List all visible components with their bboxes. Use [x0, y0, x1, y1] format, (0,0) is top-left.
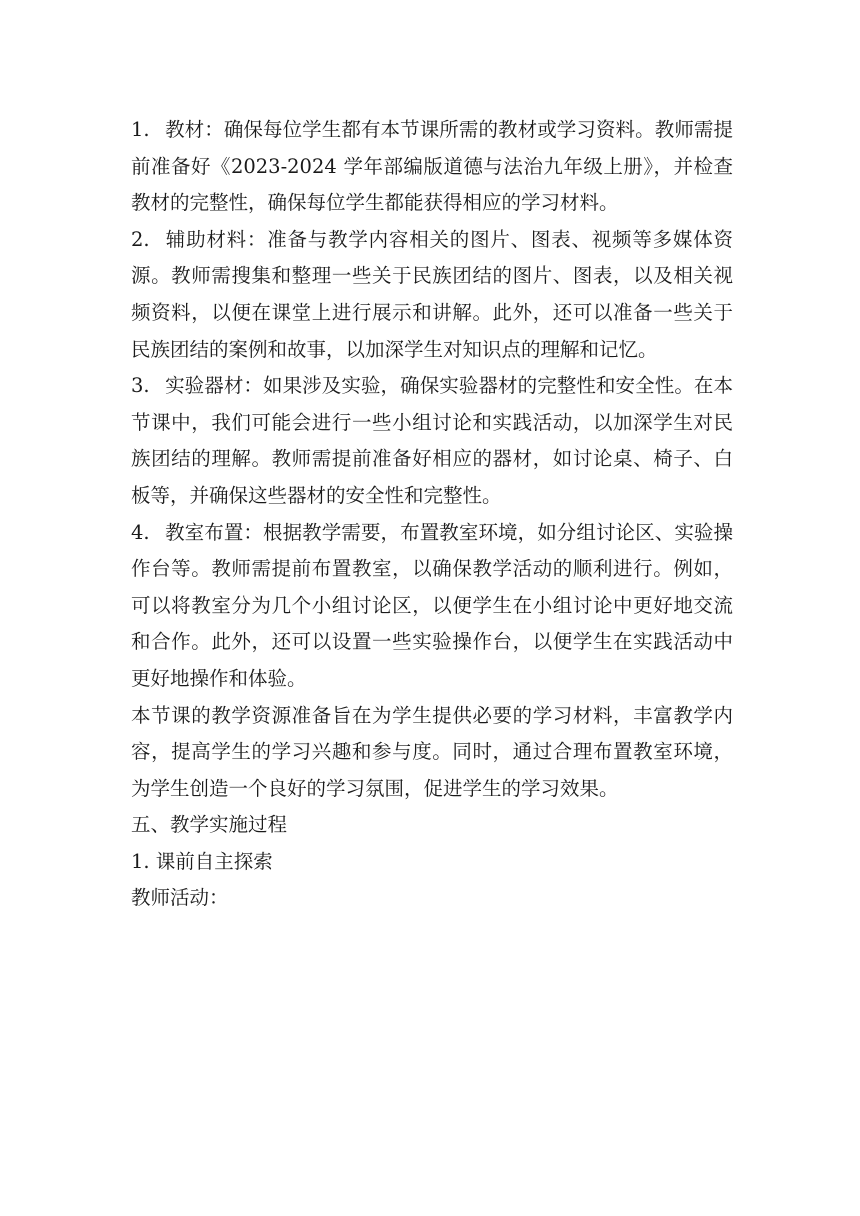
section-heading: 五、教学实施过程 — [131, 813, 288, 837]
item-text: 辅助材料：准备与教学内容相关的图片、图表、视频等多媒体资源。教师需搜集和整理一些关于民族团结的图片、图表，以及相关视频资料，以便在课堂上进行展示和讲解。此外，还可以准备一些关于民族团结的案例和故事，以加深学生对知识点的理解和记忆。 — [131, 227, 733, 361]
resource-item-lab-equipment — [131, 368, 733, 514]
document-body — [131, 112, 733, 917]
subsection-heading: 1. 课前自主探索 — [131, 849, 273, 873]
item-number: 1. — [131, 118, 150, 141]
item-number: 2. — [131, 227, 150, 251]
item-text: 教室布置：根据教学需要，布置教室环境，如分组讨论区、实验操作台等。教师需提前布置教室，以确保教学活动的顺利进行。例如，可以将教室分为几个小组讨论区，以便学生在小组讨论中更好地交流和合作。此外，还可以设置一些实验操作台，以便学生在实践活动中更好地操作和体验。 — [131, 520, 733, 690]
item-text: 实验器材：如果涉及实验，确保实验器材的完整性和安全性。在本节课中，我们可能会进行一些小组讨论和实践活动，以加深学生对民族团结的理解。教师需提前准备好相应的器材，如讨论桌、椅子、白板等，并确保这些器材的安全性和完整性。 — [131, 374, 733, 507]
resource-item-auxiliary-materials — [131, 222, 733, 368]
item-number: 4. — [131, 520, 150, 544]
summary-paragraph: 本节课的教学资源准备旨在为学生提供必要的学习材料，丰富教学内容，提高学生的学习兴趣和参与度。同时，通过合理布置教室环境，为学生创造一个良好的学习氛围，促进学生的学习效果。 — [131, 703, 733, 800]
resource-item-classroom-layout — [131, 515, 733, 698]
item-number: 3. — [131, 374, 150, 398]
resource-item-textbook — [131, 112, 733, 222]
teacher-activity-label: 教师活动： — [131, 886, 229, 910]
item-text: 教材：确保每位学生都有本节课所需的教材或学习资料。教师需提前准备好《2023-2024 学年部编版道德与法治九年级上册》，并检查教材的完整性，确保每位学生都能获得相应的学习材料。 — [131, 118, 733, 215]
